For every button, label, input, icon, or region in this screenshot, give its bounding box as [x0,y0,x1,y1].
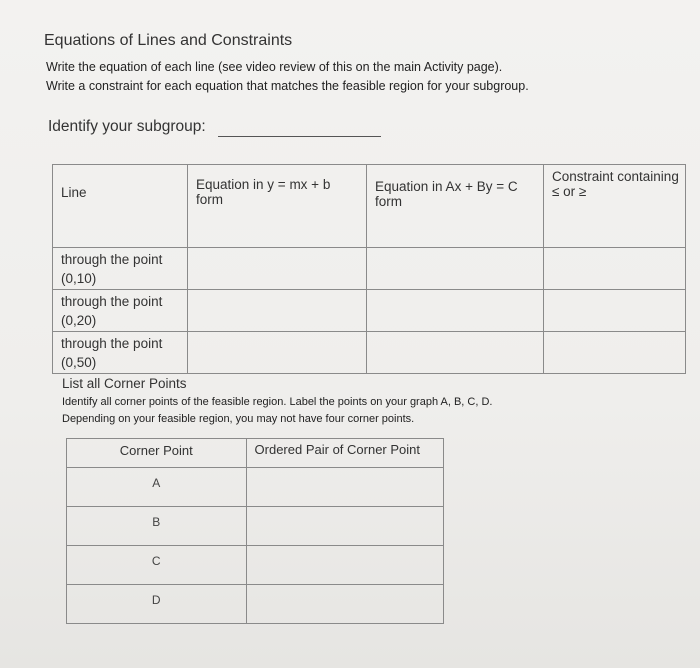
instruction-2: Write a constraint for each equation that matches the feasible region for your subgroup. [46,79,529,93]
corner-letter: D [67,585,247,624]
corner-points-heading: List all Corner Points [62,376,187,391]
subgroup-label: Identify your subgroup: [48,118,206,135]
slope-form-cell[interactable] [188,332,367,374]
standard-form-cell[interactable] [367,248,544,290]
corner-letter: C [67,546,247,585]
row-label-text: through the point [61,294,163,309]
header-ordered-pair: Ordered Pair of Corner Point [246,439,443,468]
row-label [53,290,188,332]
row-label-point: (0,50) [61,355,97,370]
constraint-cell[interactable] [544,332,686,374]
standard-form-cell[interactable] [367,332,544,374]
corner-points-instruction-2: Depending on your feasible region, you may not have four corner points. [62,413,415,425]
header-standard-form-sub: form [375,194,402,209]
lines-table [52,164,686,374]
row-label [53,248,188,290]
header-slope-form-sub: form [196,192,223,207]
page-title: Equations of Lines and Constraints [44,32,293,49]
corner-points-table [66,438,444,624]
subgroup-blank[interactable] [218,136,381,137]
table-row [67,507,444,546]
constraint-cell[interactable] [544,248,686,290]
ordered-pair-cell[interactable] [246,507,443,546]
constraint-cell[interactable] [544,290,686,332]
instruction-1: Write the equation of each line (see video review of this on the main Activity page). [46,60,503,74]
header-corner-point: Corner Point [67,439,247,468]
corner-letter: B [67,507,247,546]
row-label-point: (0,20) [61,313,97,328]
header-standard-form [367,165,544,248]
corner-letter: A [67,468,247,507]
lines-table-header [53,165,686,248]
header-slope-form-text: Equation in y = mx + b [196,177,331,192]
header-constraint-sub: ≤ or ≥ [552,184,587,199]
table-row [67,546,444,585]
table-row [53,332,686,374]
ordered-pair-cell[interactable] [246,468,443,507]
slope-form-cell[interactable] [188,290,367,332]
table-row [53,248,686,290]
header-slope-form [188,165,367,248]
ordered-pair-cell[interactable] [246,585,443,624]
header-line: Line [53,165,188,248]
table-row [67,468,444,507]
header-constraint-text: Constraint containing [552,169,679,184]
header-standard-form-text: Equation in Ax + By = C [375,179,518,194]
row-label-text: through the point [61,336,163,351]
table-row [53,290,686,332]
header-constraint [544,165,686,248]
row-label [53,332,188,374]
slope-form-cell[interactable] [188,248,367,290]
corner-points-header [67,439,444,468]
standard-form-cell[interactable] [367,290,544,332]
table-row [67,585,444,624]
row-label-point: (0,10) [61,271,97,286]
row-label-text: through the point [61,252,163,267]
ordered-pair-cell[interactable] [246,546,443,585]
corner-points-instruction-1: Identify all corner points of the feasible region. Label the points on your graph A, B, C, D. [62,396,493,408]
